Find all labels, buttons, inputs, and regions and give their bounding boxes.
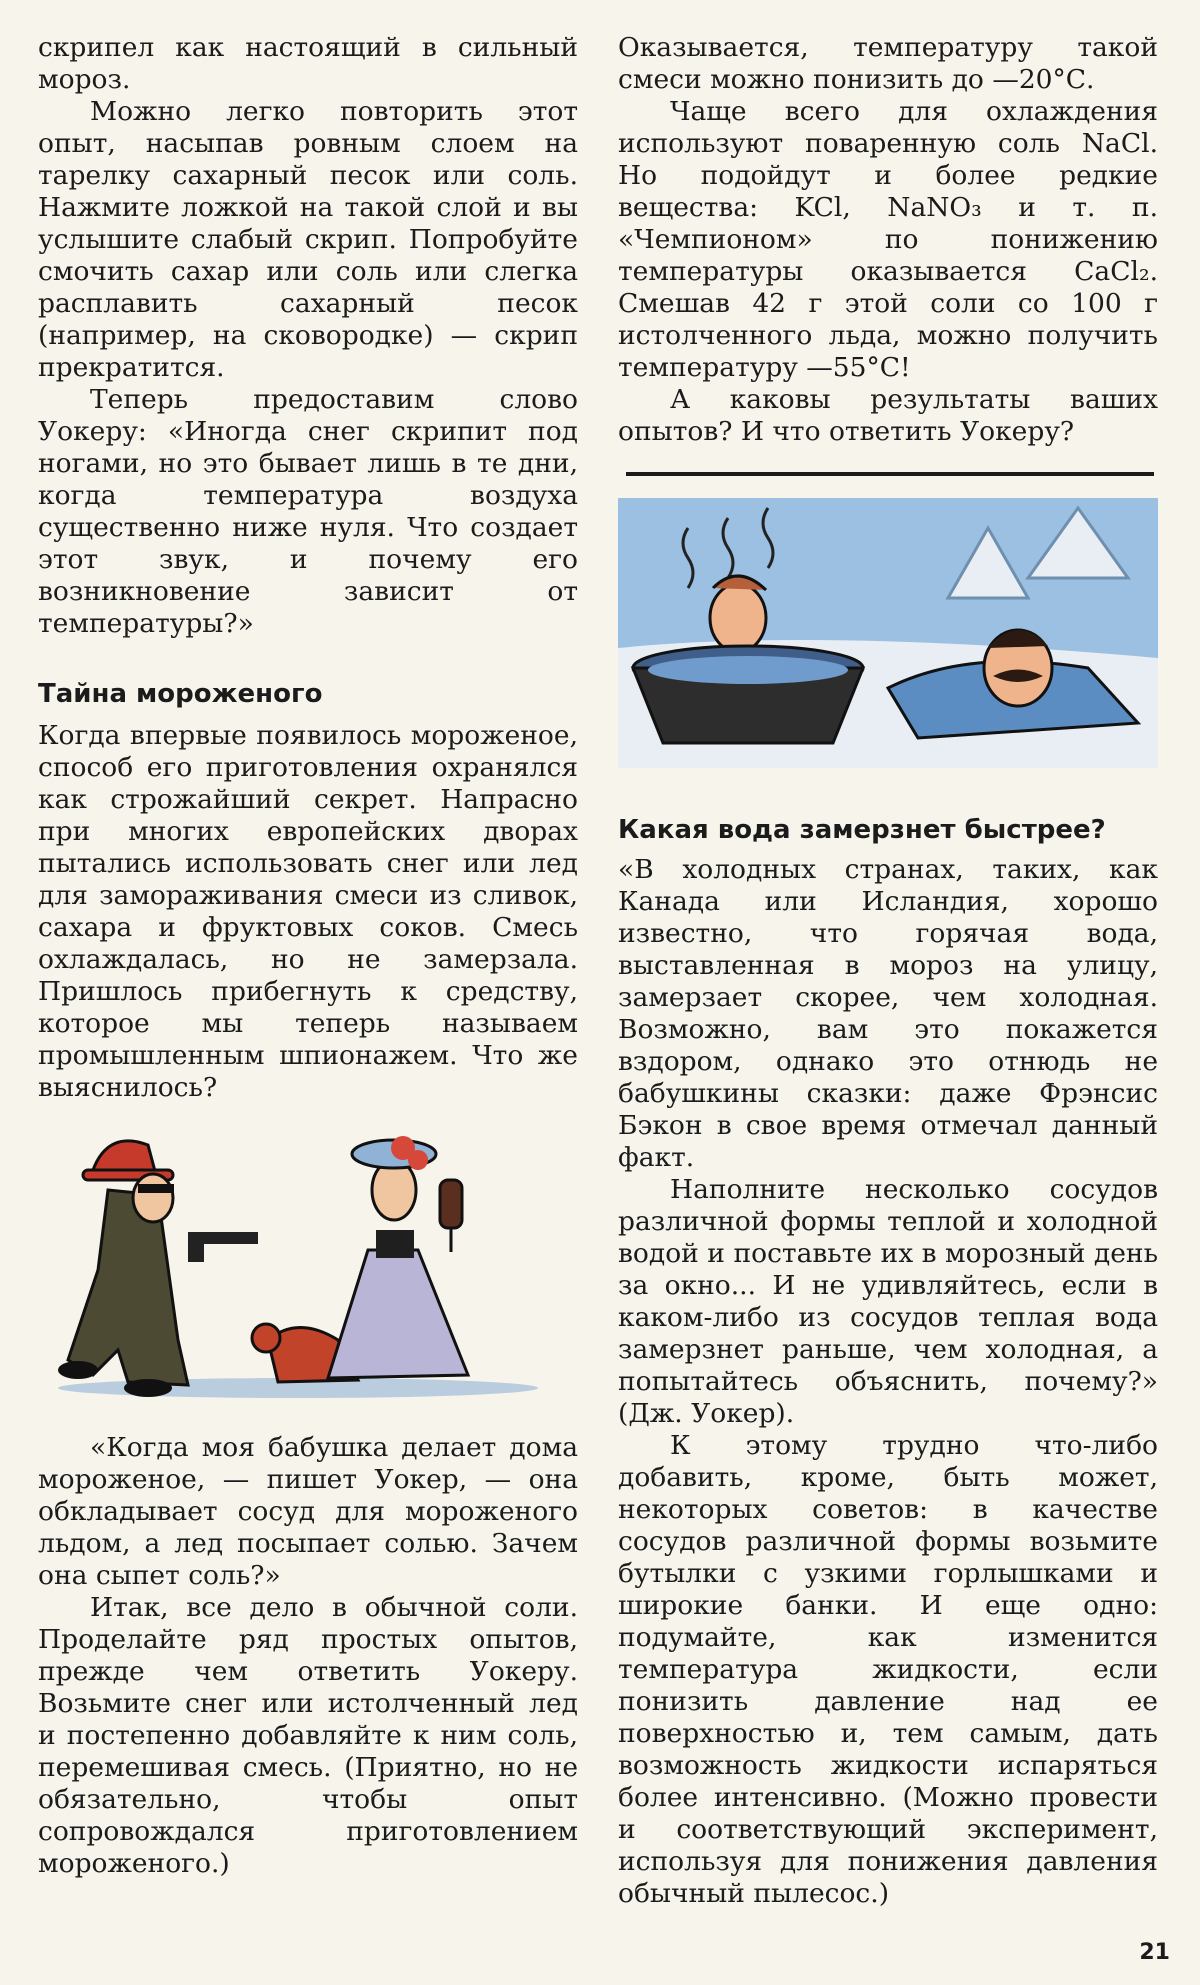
left-column <box>38 32 578 1880</box>
paragraph: скрипел как настоящий в сильный мороз. <box>38 32 578 95</box>
section-divider <box>626 472 1154 476</box>
paragraph: Чаще всего для охлаждения используют поваренную соль NaCl. Но подойдут и более редкие вещества: KCl, NaNO₃ и т. п. «Чемпионом» по понижению температуры оказывается CaCl₂. Смешав 42 г этой соли со 100 г истолченного льда, можно получить температуру —55°С! <box>618 96 1158 383</box>
right-column <box>618 32 1158 1910</box>
paragraph: Оказывается, температуру такой смеси можно понизить до —20°С. <box>618 32 1158 95</box>
paragraph: «В холодных странах, таких, как Канада или Исландия, хорошо известно, что горячая вода, выставленная в мороз на улицу, замерзает скорее, чем холодная. Возможно, вам это покажется вздором, однако это отнюдь не бабушкины сказки: даже Фрэнсис Бэкон в свое время отмечал данный факт. <box>618 854 1158 1173</box>
paragraph: Итак, все дело в обычной соли. Проделайте ряд простых опытов, прежде чем ответить Уокеру. Возьмите снег или истолченный лед и постепенно добавляйте к ним соль, перемешивая смесь. (Приятно, но не обязательно, чтобы опыт сопровождался приготовлением мороженого.) <box>38 1592 578 1879</box>
paragraph: Когда впервые появилось мороженое, способ его приготовления охранялся как строжайший секрет. Напрасно при многих европейских дворах пытались использовать снег или лед для замораживания смеси из сливок, сахара и фруктовых соков. Смесь охлаждалась, но не замерзала. Пришлось прибегнуть к средству, которое мы теперь называем промышленным шпионажем. Что же выяснилось? <box>38 720 578 1103</box>
paragraph: К этому трудно что-либо добавить, кроме, быть может, некоторых советов: в качестве сосудов различной формы возьмите бутылки с узкими горлышками и широкие банки. И еще одно: подумайте, как изменится температура жидкости, если понизить давление над ее поверхностью и, тем самым, дать возможность жидкости испаряться более интенсивно. (Можно провести и соответствующий эксперимент, используя для понижения давления обычный пылесос.) <box>618 1430 1158 1909</box>
spy-and-lady-illustration <box>38 1120 578 1420</box>
section-heading-ice-cream: Тайна мороженого <box>38 679 323 709</box>
winter-bathing-illustration <box>618 498 1158 768</box>
paragraph: А каковы результаты ваших опытов? И что ответить Уокеру? <box>618 384 1158 447</box>
section-heading-water-freezing: Какая вода замерзнет быстрее? <box>618 815 1106 845</box>
paragraph: Наполните несколько сосудов различной формы теплой и холодной водой и поставьте их в морозный день за окно... И не удивляйтесь, если в каком-либо из сосудов теплая вода замерзнет раньше, чем холодная, а попытайтесь объяснить, почему?» (Дж. Уокер). <box>618 1174 1158 1429</box>
page-number: 21 <box>1139 1940 1170 1965</box>
paragraph: Можно легко повторить этот опыт, насыпав ровным слоем на тарелку сахарный песок или соль. Нажмите ложкой на такой слой и вы услышите слабый скрип. Попробуйте смочить сахар или соль или слегка расплавить сахарный песок (например, на сковородке) — скрип прекратится. <box>38 96 578 383</box>
paragraph: Теперь предоставим слово Уокеру: «Иногда снег скрипит под ногами, но это бывает лишь в те дни, когда температура воздуха существенно ниже нуля. Что создает этот звук, и почему его возникновение зависит от температуры?» <box>38 384 578 639</box>
paragraph: «Когда моя бабушка делает дома мороженое, — пишет Уокер, — она обкладывает сосуд для мороженого льдом, а лед посыпает солью. Зачем она сыпет соль?» <box>38 1432 578 1591</box>
